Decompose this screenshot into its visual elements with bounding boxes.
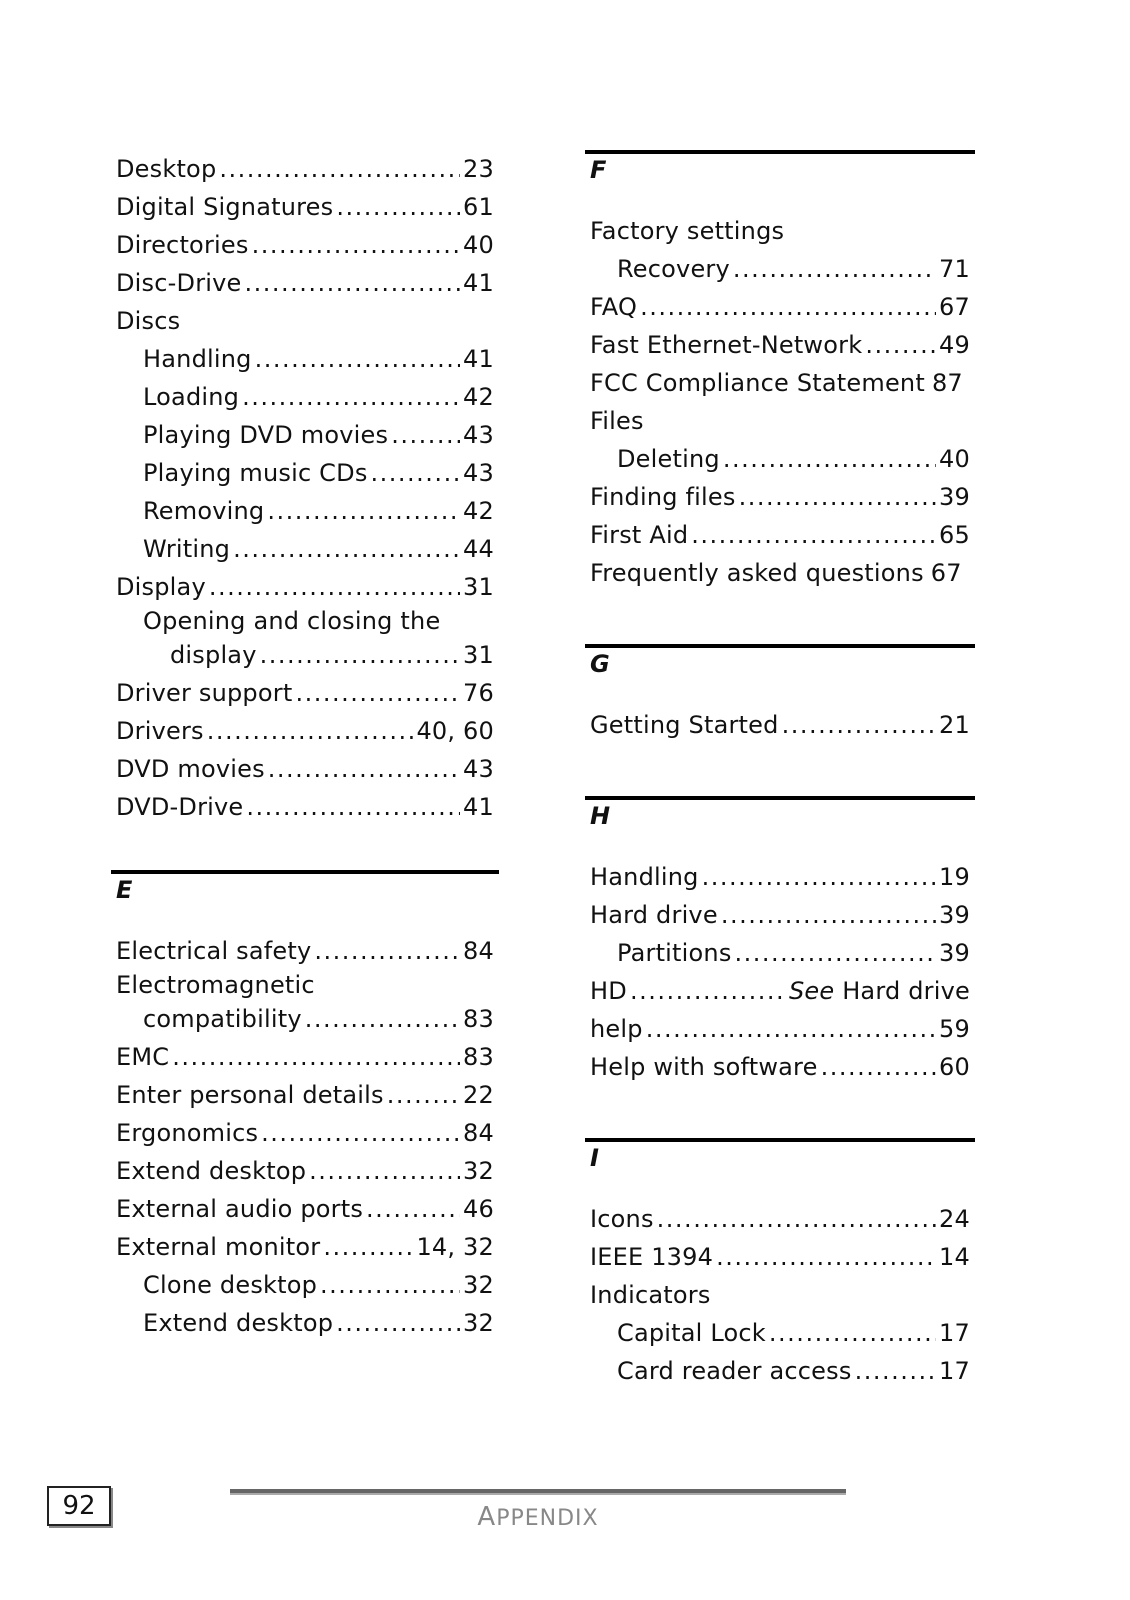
index-entry: Drivers ..... 40, 60: [116, 712, 494, 750]
index-entry: External audio ports ..... 46: [116, 1190, 494, 1228]
index-subentry: Handling ..... 41: [116, 340, 494, 378]
index-subentry: Opening and closing the: [143, 607, 441, 635]
section-header-h: [590, 796, 970, 858]
index-entry: Icons ..... 24: [590, 1200, 970, 1238]
index-subentry: Recovery ..... 71: [590, 250, 970, 288]
index-entry: Driver support ..... 76: [116, 674, 494, 712]
section-letter: I: [590, 1144, 599, 1172]
index-entry: Indicators: [590, 1281, 711, 1309]
index-column-left: [116, 150, 494, 1342]
index-entry: Electromagnetic: [116, 971, 315, 999]
index-subentry: Deleting ..... 40: [590, 440, 970, 478]
index-entry: Handling ..... 19: [590, 858, 970, 896]
index-entry: Finding files ..... 39: [590, 478, 970, 516]
index-entry-continuation: compatibility ..... 83: [116, 1000, 494, 1038]
index-entry: Enter personal details ..... 22: [116, 1076, 494, 1114]
section-letter: H: [590, 802, 611, 830]
index-entry: DVD movies ..... 43: [116, 750, 494, 788]
index-entry: EMC ..... 83: [116, 1038, 494, 1076]
index-entry: First Aid ..... 65: [590, 516, 970, 554]
index-subentry: Loading ..... 42: [116, 378, 494, 416]
index-entry: External monitor ..... 14, 32: [116, 1228, 494, 1266]
index-subentry: Clone desktop ..... 32: [116, 1266, 494, 1304]
index-subentry: Playing music CDs ..... 43: [116, 454, 494, 492]
index-entry: help ..... 59: [590, 1010, 970, 1048]
index-entry: Desktop ..... 23: [116, 150, 494, 188]
index-subentry: Card reader access ..... 17: [590, 1352, 970, 1390]
index-entry: Extend desktop ..... 32: [116, 1152, 494, 1190]
index-entry: Electrical safety ..... 84: [116, 932, 494, 970]
index-entry-see: HD ..... See Hard drive: [590, 972, 970, 1010]
index-entry: Factory settings: [590, 217, 785, 245]
index-entry: Help with software ..... 60: [590, 1048, 970, 1086]
index-entry: IEEE 1394 ..... 14: [590, 1238, 970, 1276]
index-entry: Ergonomics ..... 84: [116, 1114, 494, 1152]
index-subentry: Extend desktop ..... 32: [116, 1304, 494, 1342]
index-entry: Frequently asked questions 67: [590, 559, 962, 587]
index-entry: DVD-Drive ..... 41: [116, 788, 494, 826]
index-entry: Files: [590, 407, 644, 435]
footer-section-label: APPENDIX: [477, 1502, 599, 1532]
section-letter: F: [590, 156, 607, 184]
section-letter: E: [116, 876, 133, 904]
index-subentry: Playing DVD movies ..... 43: [116, 416, 494, 454]
footer-rule: [230, 1489, 846, 1495]
index-subentry: Writing ..... 44: [116, 530, 494, 568]
index-entry: FAQ ..... 67: [590, 288, 970, 326]
see-reference: See: [788, 977, 835, 1005]
index-subentry-continuation: display ..... 31: [116, 636, 494, 674]
index-subentry: Capital Lock ..... 17: [590, 1314, 970, 1352]
index-entry: Directories ..... 40: [116, 226, 494, 264]
index-entry: Fast Ethernet-Network ..... 49: [590, 326, 970, 364]
section-header-i: [590, 1138, 970, 1200]
index-subentry: Partitions ..... 39: [590, 934, 970, 972]
section-header-f: [590, 150, 970, 212]
section-letter: G: [590, 650, 610, 678]
index-entry: Discs: [116, 307, 181, 335]
section-header-e: [116, 870, 494, 932]
index-column-right: [590, 150, 970, 1390]
page-number: 92: [47, 1486, 111, 1526]
index-entry: Getting Started ..... 21: [590, 706, 970, 744]
section-header-g: [590, 644, 970, 706]
index-entry: Hard drive ..... 39: [590, 896, 970, 934]
index-entry: Digital Signatures ..... 61: [116, 188, 494, 226]
index-entry: FCC Compliance Statement 87: [590, 369, 963, 397]
index-entry: Disc-Drive ..... 41: [116, 264, 494, 302]
index-entry: Display ..... 31: [116, 568, 494, 606]
index-subentry: Removing ..... 42: [116, 492, 494, 530]
